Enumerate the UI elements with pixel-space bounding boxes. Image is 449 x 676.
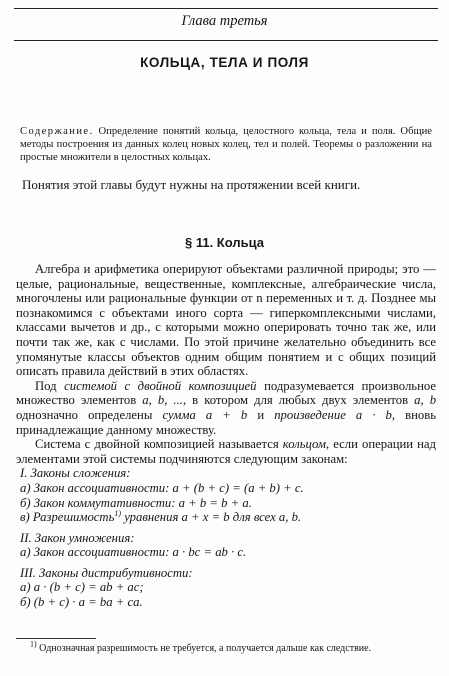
top-rule (14, 8, 438, 9)
paragraph-2: Под системой с двойной композицией подразумевается произвольное множество элементов a, b, ..., в котором для любых двух элементов a, b однозначно определены сумма a + b и произведение a · b, вновь принадлежащие данному множеству. (16, 378, 437, 437)
law-3a: а) a · (b + c) = ab + ac; (20, 580, 144, 595)
law-1c: в) Разрешимость$^{1)}$ уравнения a + x = b для всех a, b. (20, 508, 302, 525)
section-title: § 11. Кольца (185, 235, 264, 250)
chapter-summary (20, 125, 432, 165)
law-group-2-heading: II. Закон умножения: (20, 530, 135, 545)
chapter-title: КОЛЬЦА, ТЕЛА И ПОЛЯ (140, 55, 309, 70)
law-2a: а) Закон ассоциативности: a · bc = ab · c. (20, 545, 247, 560)
paragraph-1: Алгебра и арифметика оперируют объектами различной природы; это — целые, рациональные, вещественные, комплексные, алгебраические числа, многочлены или рациональные функции от n переменных и т. д. Позднее мы познакомимся с объектами иного сорта — гиперкомплексными числами, классами вычетов и др., с которыми можно оперировать точно так же, или почти так же, как с числами. По этой причине желательно объединить все упомянутые классы объектов одним общим понятием и с общих позиций описать правила действий в этих областях. (16, 262, 436, 379)
law-group-3-heading: III. Законы дистрибутивности: (20, 565, 193, 580)
summary-lead: Содержание. (20, 126, 94, 137)
footnote: $^{1)}$ Однозначная разрешимость не требуется, а получается дальше как следствие. (30, 639, 372, 654)
chapter-label: Глава третья (181, 13, 268, 29)
ring-laws (16, 466, 436, 609)
footnote-marker: 1) (114, 508, 122, 518)
chapter-intro: Понятия этой главы будут нужны на протяжении всей книги. (22, 177, 361, 192)
section-body (16, 262, 436, 610)
law-group-1-heading: I. Законы сложения: (20, 466, 131, 481)
summary-text: Определение понятий кольца, целостного кольца, тела и поля. Общие методы построения из данных колец новых колец, тел и полей. Теоремы о разложении на простые множители в целостных кольцах. (20, 126, 433, 164)
footnote-rule (16, 638, 96, 639)
law-1b: б) Закон коммутативности: a + b = b + a. (20, 495, 252, 510)
header-rule (14, 40, 438, 41)
law-3b: б) (b + c) · a = ba + ca. (20, 595, 143, 610)
paragraph-3: Система с двойной композицией называется кольцом, если операции над элементами этой системы подчиняются следующим законам: (16, 437, 437, 466)
law-1a: а) Закон ассоциативности: a + (b + c) = (a + b) + c. (20, 480, 304, 495)
